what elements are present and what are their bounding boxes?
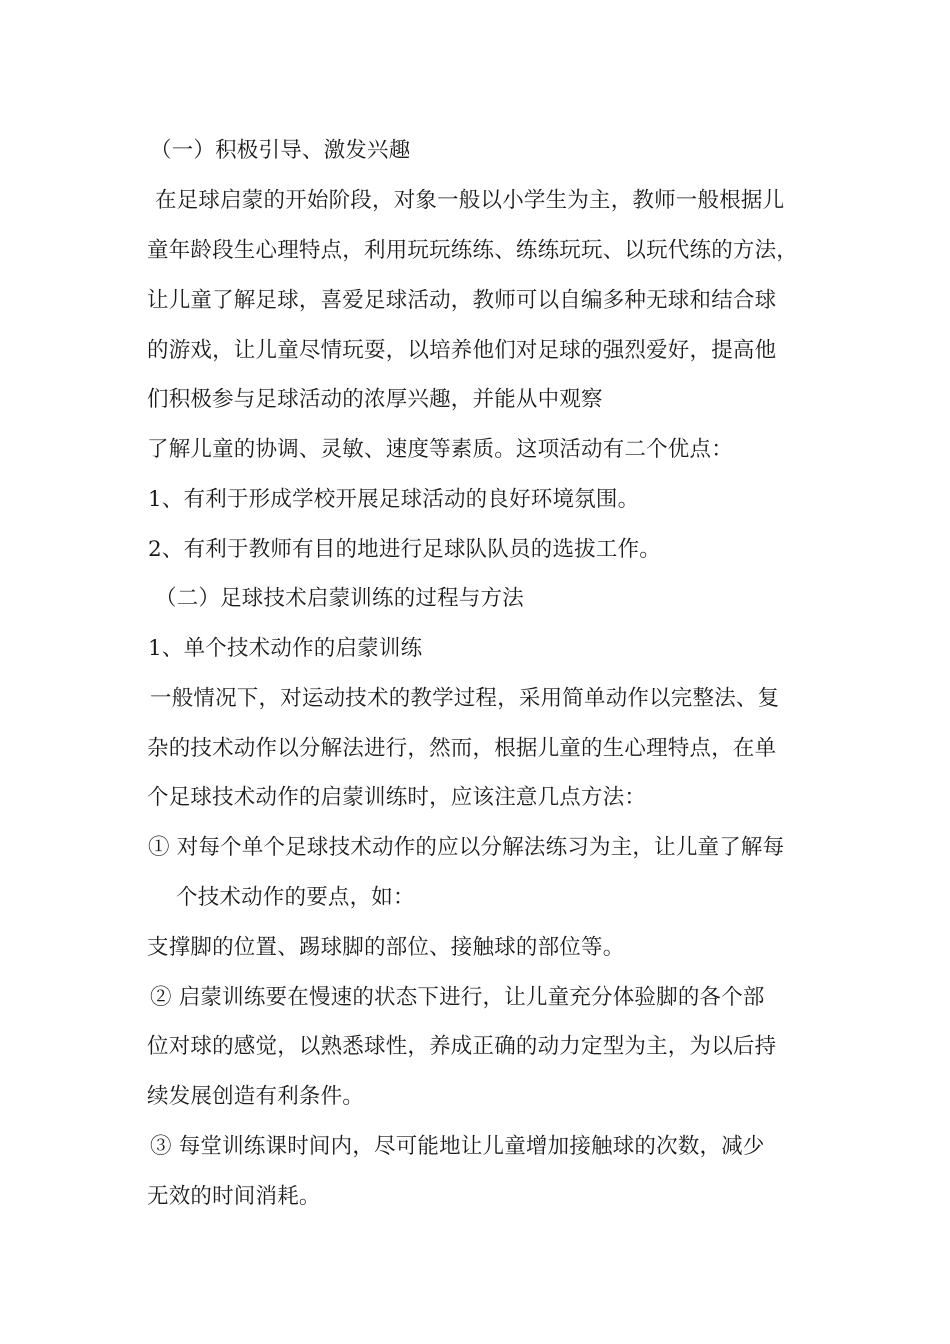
paragraph-line: 个足球技术动作的启蒙训练时，应该注意几点方法： [147,785,647,810]
list-item: ① 对每个单个足球技术动作的应以分解法练习为主，让儿童了解每 [148,835,785,860]
paragraph-line: 的游戏，让儿童尽情玩耍，以培养他们对足球的强烈爱好，提高他 [147,338,777,363]
paragraph-line: 位对球的感觉，以熟悉球性，养成正确的动力定型为主，为以后持 [147,1034,777,1059]
paragraph-line: 在足球启蒙的开始阶段，对象一般以小学生为主，教师一般根据儿 [155,188,785,213]
paragraph-line: 了解儿童的协调、灵敏、速度等素质。这项活动有二个优点： [147,437,733,462]
paragraph-line: 们积极参与足球活动的浓厚兴趣，并能从中观察 [147,387,603,412]
list-item: ② 启蒙训练要在慢速的状态下进行，让儿童充分体验脚的各个部 [150,985,765,1010]
subsection-heading: 1、单个技术动作的启蒙训练 [148,636,423,661]
list-item-continuation: 个技术动作的要点，如： [176,885,415,910]
section-heading-2: （二）足球技术启蒙训练的过程与方法 [155,586,524,611]
paragraph-line: 让儿童了解足球，喜爱足球活动，教师可以自编多种无球和结合球 [147,288,777,313]
paragraph-line: 一般情况下，对运动技术的教学过程，采用简单动作以完整法、复 [150,686,780,711]
section-heading-1: （一）积极引导、激发兴趣 [150,138,411,163]
paragraph-line: 无效的时间消耗。 [147,1184,321,1209]
list-item: 2、有利于教师有目的地进行足球队队员的选拔工作。 [148,537,661,562]
paragraph-line: 童年龄段生心理特点，利用玩玩练练、练练玩玩、以玩代练的方法， [147,238,799,263]
paragraph-line: 支撑脚的位置、踢球脚的部位、接触球的部位等。 [147,935,625,960]
list-item: ③ 每堂训练课时间内，尽可能地让儿童增加接触球的次数，减少 [150,1134,765,1159]
paragraph-line: 杂的技术动作以分解法进行，然而，根据儿童的生心理特点，在单 [147,736,777,761]
paragraph-line: 续发展创造有利条件。 [147,1084,365,1109]
list-item: 1、有利于形成学校开展足球活动的良好环境氛围。 [148,487,640,512]
